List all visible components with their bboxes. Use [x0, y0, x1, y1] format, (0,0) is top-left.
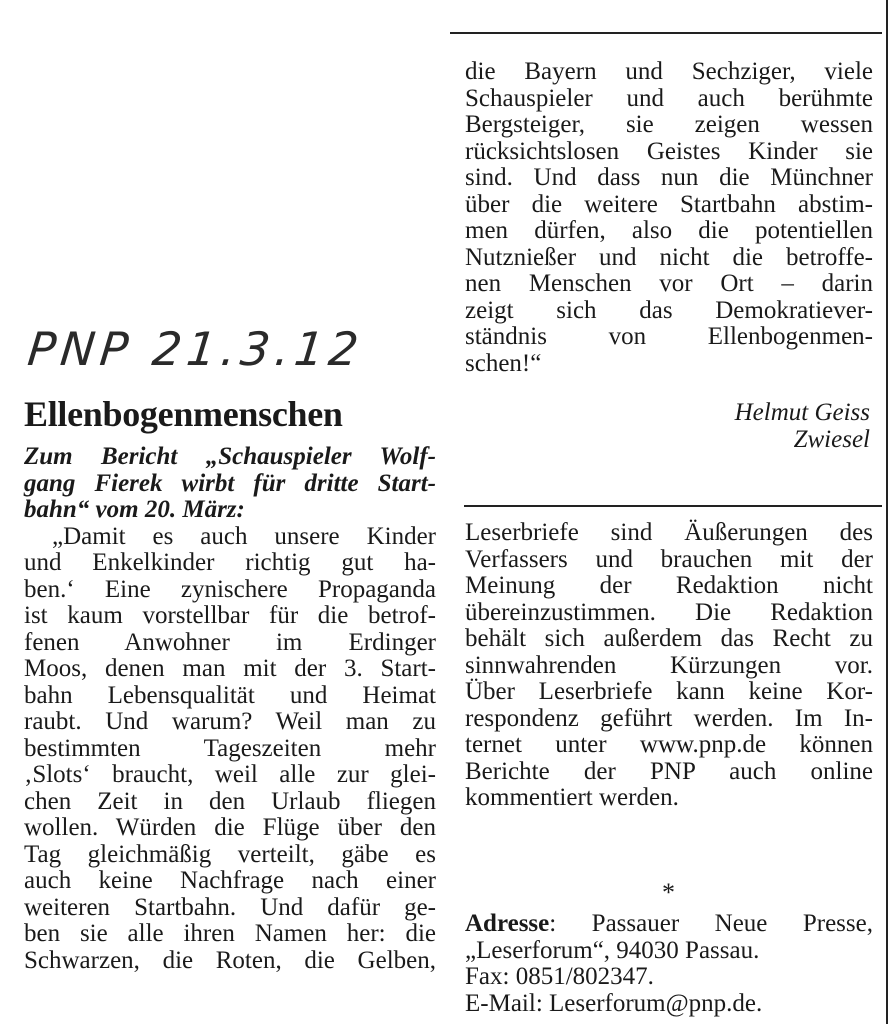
body-line: zeigt sich das Demokratiever- [465, 296, 873, 324]
body-line: über die weitere Startbahn abstim- [465, 190, 873, 218]
address-text: : Passauer Neue Presse, [549, 910, 873, 937]
disclaimer-line: behält sich außerdem das Recht zu [465, 625, 873, 652]
contact-address-line2: „Leserforum“, 94030 Passau. [465, 936, 760, 964]
contact-email: E-Mail: Leserforum@pnp.de. [465, 989, 763, 1017]
right-edge-rule [886, 0, 888, 1024]
disclaimer-line: Leserbriefe sind Äußerungen des [465, 519, 873, 546]
disclaimer-line: ternet unter www.pnp.de können [465, 731, 873, 758]
body-line: Schwarzen, die Roten, die Gelben, [24, 946, 436, 974]
body-line: Nutznießer und nicht die betroffe- [465, 243, 873, 271]
letter-subhead [24, 444, 436, 524]
body-line: rücksichtslosen Geistes Kinder sie [465, 137, 873, 165]
disclaimer-top-rule [464, 505, 882, 507]
disclaimer-line: übereinzustimmen. Die Redaktion [465, 598, 873, 626]
section-separator-asterisk: * [662, 878, 675, 907]
disclaimer-line: Über Leserbriefe kann keine Kor- [465, 678, 873, 705]
disclaimer-block [465, 520, 873, 812]
subhead-line: gang Fierek wirbt für dritte Start- [24, 469, 436, 497]
body-line: „Damit es auch unsere Kinder [52, 522, 436, 550]
body-line: die Bayern und Sechziger, viele [465, 58, 873, 85]
handwritten-date-note: PNP 21.3.12 [25, 322, 366, 376]
body-line: und Enkelkinder richtig gut ha- [24, 549, 436, 576]
disclaimer-line: Berichte der PNP auch online [465, 757, 873, 785]
body-line: auch keine Nachfrage nach einer [24, 867, 436, 894]
body-line: ‚Slots‘ braucht, weil alle zur glei- [24, 761, 436, 788]
contact-fax: Fax: 0851/802347. [465, 963, 654, 990]
body-line: bahn Lebensqualität und Heimat [24, 681, 436, 709]
body-line: Schauspieler und auch berühmte [465, 84, 873, 112]
contact-block [465, 911, 873, 1017]
body-line: men dürfen, also die potentiellen [465, 217, 873, 244]
body-line: chen Zeit in den Urlaub fliegen [24, 787, 436, 815]
body-line: weiteren Startbahn. Und dafür ge- [24, 893, 436, 921]
letter-left-column [24, 444, 436, 974]
disclaimer-line: sinnwahrenden Kürzungen vor. [465, 651, 873, 679]
body-line: Tag gleichmäßig verteilt, gäbe es [24, 840, 436, 868]
body-line: nen Menschen vor Ort – darin [465, 270, 873, 297]
body-line: sind. Und dass nun die Münchner [465, 164, 873, 191]
letter-author-name: Helmut Geiss [734, 399, 870, 426]
disclaimer-line: Meinung der Redaktion nicht [465, 572, 873, 599]
disclaimer-line: Verfassers und brauchen mit der [465, 545, 873, 573]
subhead-line: Zum Bericht „Schauspieler Wolf- [24, 443, 436, 470]
body-line: wollen. Würden die Flüge über den [24, 814, 436, 841]
top-rule-right-column [450, 32, 882, 34]
body-line: raubt. Und warum? Weil man zu [24, 708, 436, 735]
letter-author-city: Zwiesel [793, 426, 870, 453]
body-line: Moos, denen man mit der 3. Start- [24, 655, 436, 682]
letter-body-left [24, 524, 436, 975]
body-line: ist kaum vorstellbar für die betrof- [24, 602, 436, 629]
body-line: Bergsteiger, sie zeigen wessen [465, 111, 873, 138]
body-line: ben sie alle ihren Namen her: die [24, 920, 436, 947]
body-line: fenen Anwohner im Erdinger [24, 628, 436, 656]
body-line: bestimmten Tageszeiten mehr [24, 734, 436, 762]
body-line: ständnis von Ellenbogenmen- [465, 323, 873, 350]
letter-right-column [465, 59, 873, 377]
body-line: ben.‘ Eine zynischere Propaganda [24, 575, 436, 603]
letter-headline: Ellenbogenmenschen [24, 394, 343, 434]
disclaimer-line: respondenz geführt werden. Im In- [465, 704, 873, 732]
contact-address-line [465, 911, 873, 938]
disclaimer-line: kommentiert werden. [465, 784, 679, 811]
subhead-line: bahn“ vom 20. März: [24, 496, 245, 523]
address-label: Adresse [465, 910, 550, 937]
body-line: schen!“ [465, 349, 542, 377]
